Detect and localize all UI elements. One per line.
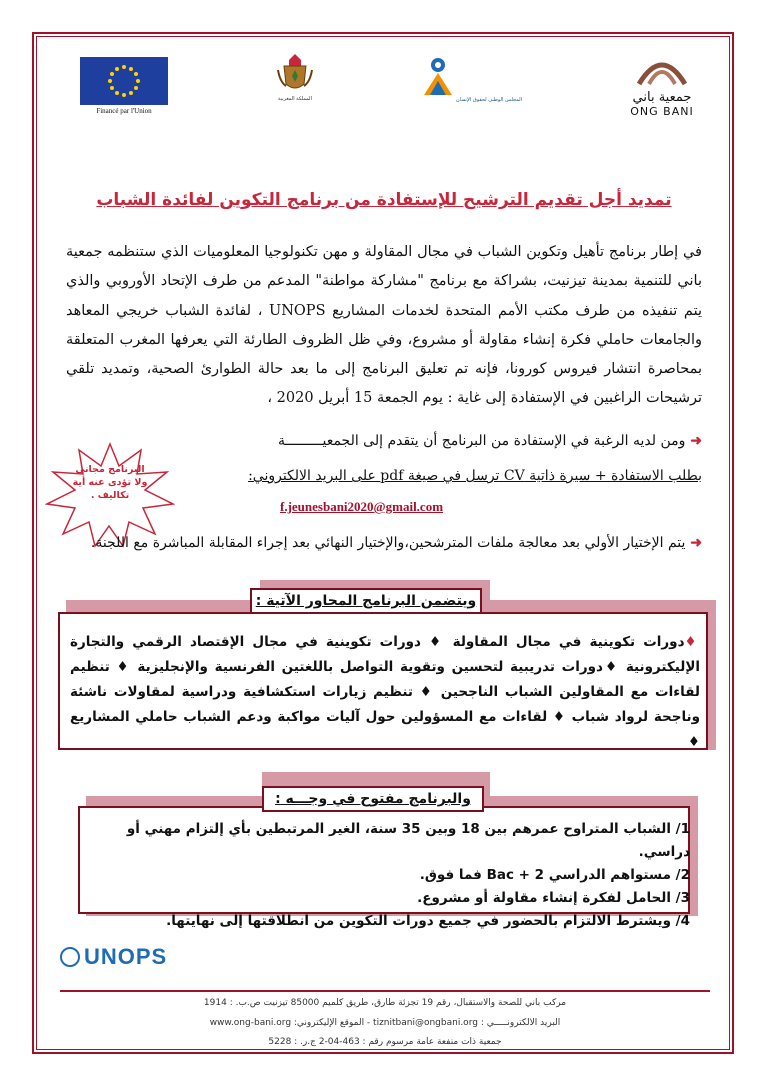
bullet-apply-line2: بطلب الاستفادة + سيرة ذاتية CV ترسل في صيغة pdf على البريد الالكتروني: bbox=[248, 468, 702, 484]
arrow-left-icon: ➜ bbox=[685, 433, 702, 449]
bullet-apply-line1: ومن لديه الرغبة في الإستفادة من البرنامج أن يتقدم إلى الجمعيـــــــــة bbox=[278, 433, 686, 449]
morocco-caption: المملكة المغربية bbox=[278, 96, 312, 102]
free-program-badge: البرنامج مجاني ولا تؤدى عنه أية تكاليف . bbox=[72, 464, 148, 501]
list-item: 2/ مستواهم الدراسي Bac + 2 فما فوق. bbox=[419, 867, 690, 883]
axes-text: دورات تكوينية في مجال المقاولة ♦ دورات تكوينية في مجال الإقتصاد الرقمي والتجارة الإليكترونية ♦دورات تدريبية لتحسين وتقوية التواصل باللغتين الفرنسية والإنجليزية ♦ تنظيم لقاءات مع المقاولين الشباب الناجحين ♦ تنظيم زيارات استكشافية ودراسية لمقاولات ناشئة وناجحة لرواد شباب ♦ لقاءات مع المسؤولين حول آليات مواكبة ودعم الشباب حاملي المشاريع ♦ bbox=[70, 634, 700, 750]
bani-emblem-icon bbox=[637, 50, 687, 86]
ong-bani-logo bbox=[612, 50, 712, 130]
bani-name-ar: جمعية باني bbox=[632, 90, 692, 105]
footer-contact: البريد الالكترونـــــي : tiznitbani@ongbani.org - الموقع الإليكتروني: www.ong-bani.org bbox=[209, 1018, 561, 1028]
intro-paragraph: في إطار برنامج تأهيل وتكوين الشباب في مجال المقاولة و مهن تكنولوجيا المعلوميات الذي ستنظمه جمعية باني للتنمية بمدينة تيزنيت، بشراكة مع برنامج "مشاركة مواطنة" المدعم من طرف الإتحاد الأوروبي والذي يتم تنفيذه من طرف مكتب الأمم المتحدة لخدمات المشاريع UNOPS ، لفائدة الشباب خريجي المعاهد والجامعات حاملي فكرة إنشاء مقاولة أو مشروع، وفي ظل الظروف الطارئة التي يعرفها المغرب المتعلقة بمحاصرة انتشار فيروس كورونا، فإنه تم تعليق البرنامج إلى ما بعد حالة الطوارئ الصحية، وتمديد تلقي ترشيحات الراغبين في الإستفادة إلى غاية : يوم الجمعة 15 أبريل 2020 ، bbox=[66, 244, 702, 407]
bullet-selection-text: يتم الإختيار الأولي بعد معالجة ملفات المترشحين،والإختيار النهائي بعد إجراء المقابلة المباشرة مع اللجنة. bbox=[90, 535, 686, 551]
diamond-icon: ♦ bbox=[684, 634, 700, 650]
arrow-left-icon: ➜ bbox=[685, 535, 702, 551]
list-item: 1/ الشباب المتراوح عمرهم بين 18 وبين 35 سنة، الغير المرتبطين بأي إلتزام مهني أو دراسي. bbox=[126, 821, 690, 860]
email-link[interactable]: f.jeunesbani2020@gmail.com bbox=[280, 499, 444, 514]
eu-flag-icon bbox=[80, 57, 168, 105]
list-item: 4/ ويشترط الالتزام بالحضور في جميع دورات التكوين من انطلاقتها إلى نهايتها. bbox=[166, 913, 690, 929]
footer-address: مركب باني للصحة والاستقبال، رقم 19 تجزئة طارق، طريق كلميم 85000 تيزنيت ص.ب. : 1914 bbox=[203, 998, 567, 1008]
eu-logo bbox=[80, 57, 168, 115]
cndh-logo bbox=[420, 55, 530, 125]
unops-text: UNOPS bbox=[84, 944, 168, 969]
eu-caption: Financé par l'Union bbox=[96, 107, 152, 115]
morocco-logo bbox=[235, 52, 355, 124]
un-globe-icon bbox=[60, 947, 80, 967]
axes-list bbox=[70, 630, 700, 755]
footer-registration: جمعية ذات منفعة عامة مرسوم رقم : 463-04-2 ج.ر. : 5228 bbox=[268, 1037, 502, 1047]
open-label: والبرنامج مفتوح في وجـــه : bbox=[262, 786, 484, 812]
coat-of-arms-icon bbox=[274, 52, 316, 96]
unops-logo bbox=[60, 944, 167, 970]
list-item: 3/ الحامل لفكرة إنشاء مقاولة أو مشروع. bbox=[417, 890, 690, 906]
bullet-selection bbox=[91, 535, 702, 551]
page-title: تمديد أجل تقديم الترشيح للإستفادة من برنامج التكوين لفائدة الشباب bbox=[96, 190, 672, 210]
bullet-apply bbox=[278, 433, 702, 449]
bani-name-en: ONG BANI bbox=[630, 105, 694, 118]
cndh-caption: المجلس الوطني لحقوق الإنسان bbox=[456, 97, 523, 103]
axes-label: ويتضمن البرنامج المحاور الآتية : bbox=[250, 588, 482, 614]
open-list bbox=[100, 818, 690, 933]
footer-divider bbox=[60, 990, 710, 992]
cndh-emblem-icon bbox=[420, 55, 456, 99]
